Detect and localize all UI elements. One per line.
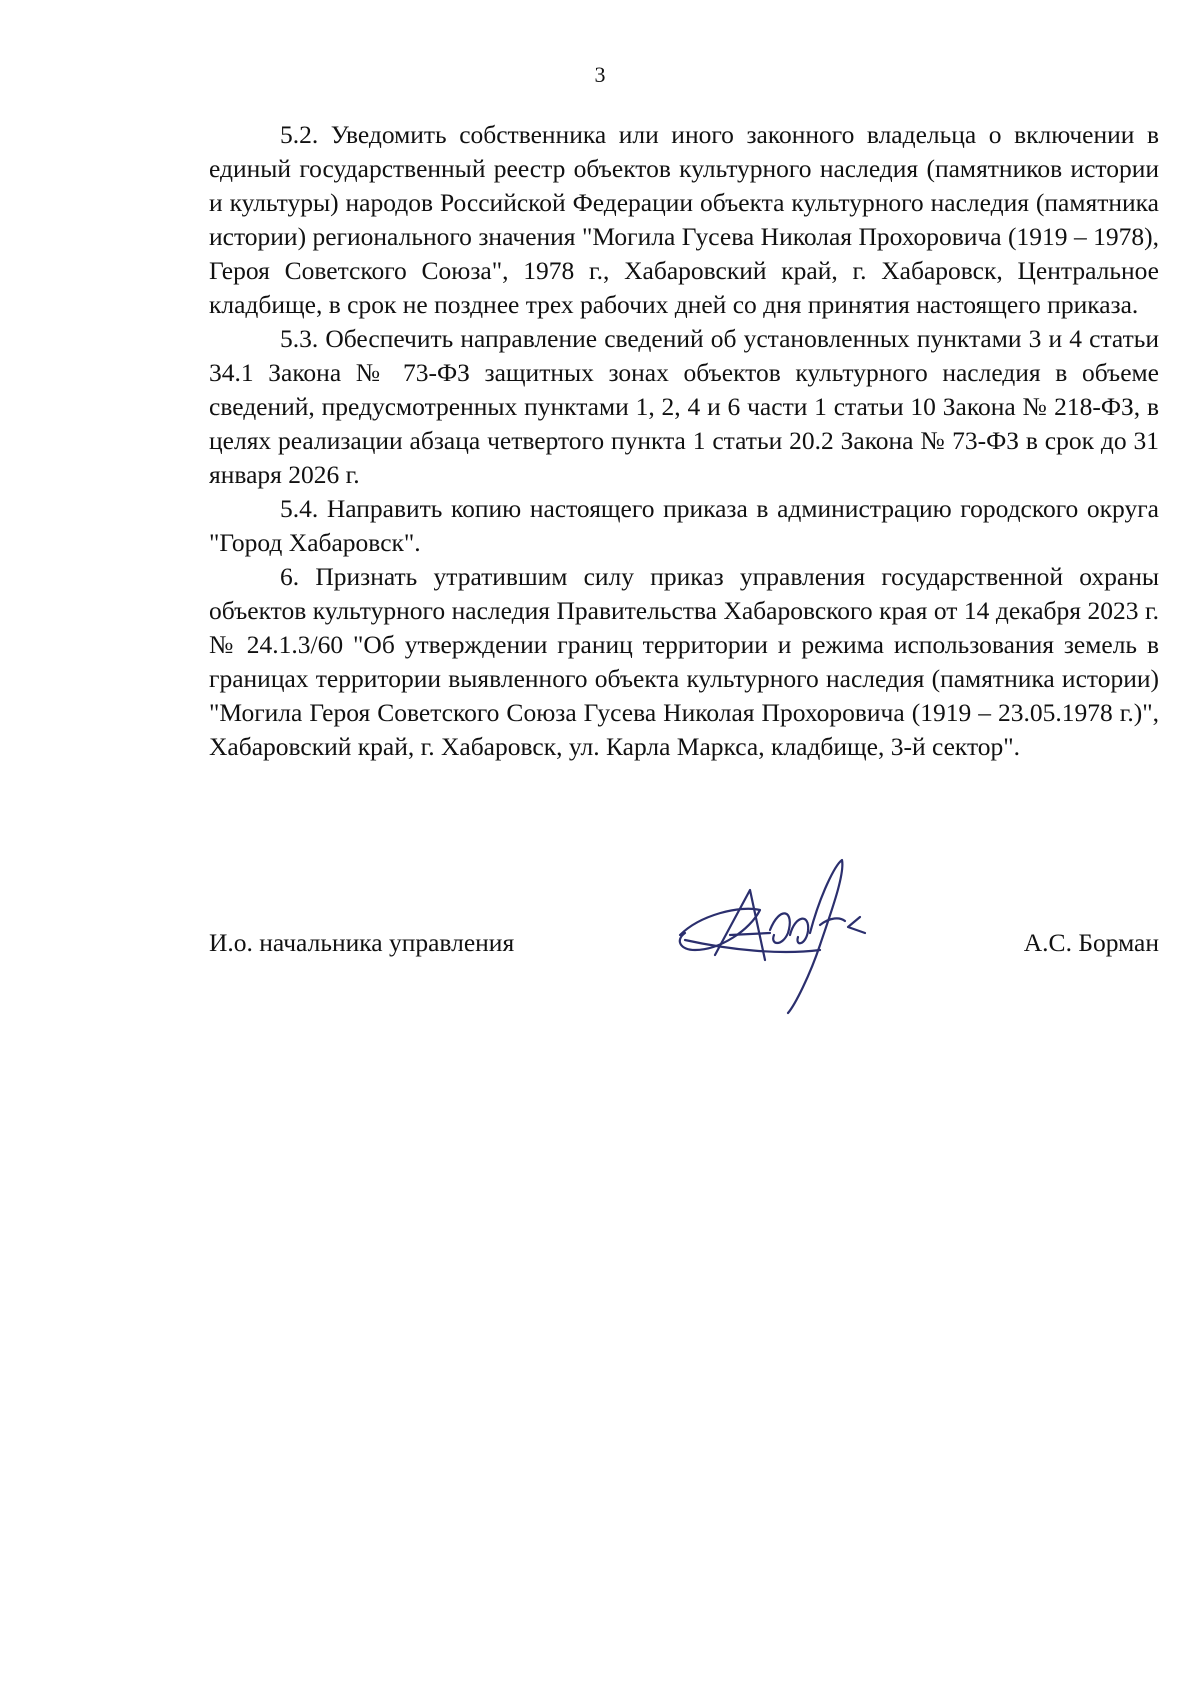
signature-block (209, 926, 1159, 966)
paragraph-5-2: 5.2. Уведомить собственника или иного законного владельца о включении в единый государственный реестр объектов культурного наследия (памятников истории и культуры) народов Российской Федерации объекта культурного наследия (памятника истории) регионального значения "Могила Гусева Николая Прохоровича (1919 – 1978), Героя Советского Союза", 1978 г., Хабаровский край, г. Хабаровск, Центральное кладбище, в срок не позднее трех рабочих дней со дня принятия настоящего приказа. (209, 120, 1159, 319)
page-number: 3 (594, 62, 606, 87)
signatory-position: И.о. начальника управления (209, 928, 515, 957)
paragraph-5-4: 5.4. Направить копию настоящего приказа в администрацию городского округа "Город Хабаровск". (209, 494, 1159, 557)
signatory-name: А.С. Борман (1023, 928, 1159, 957)
paragraph-6: 6. Признать утратившим силу приказ управления государственной охраны объектов культурного наследия Правительства Хабаровского края от 14 декабря 2023 г. № 24.1.3/60 "Об утверждении границ территории и режима использования земель в границах территории выявленного объекта культурного наследия (памятника истории) "Могила Героя Советского Союза Гусева Николая Прохоровича (1919 – 23.05.1978 г.)", Хабаровский край, г. Хабаровск, ул. Карла Маркса, кладбище, 3-й сектор". (209, 562, 1159, 761)
paragraph-5-3: 5.3. Обеспечить направление сведений об установленных пунктами 3 и 4 статьи 34.1 Закона № 73-ФЗ защитных зонах объектов культурного наследия в объеме сведений, предусмотренных пунктами 1, 2, 4 и 6 части 1 статьи 10 Закона № 218-ФЗ, в целях реализации абзаца четвертого пункта 1 статьи 20.2 Закона № 73-ФЗ в срок до 31 января 2026 г. (209, 324, 1159, 489)
document-body (209, 118, 1159, 764)
